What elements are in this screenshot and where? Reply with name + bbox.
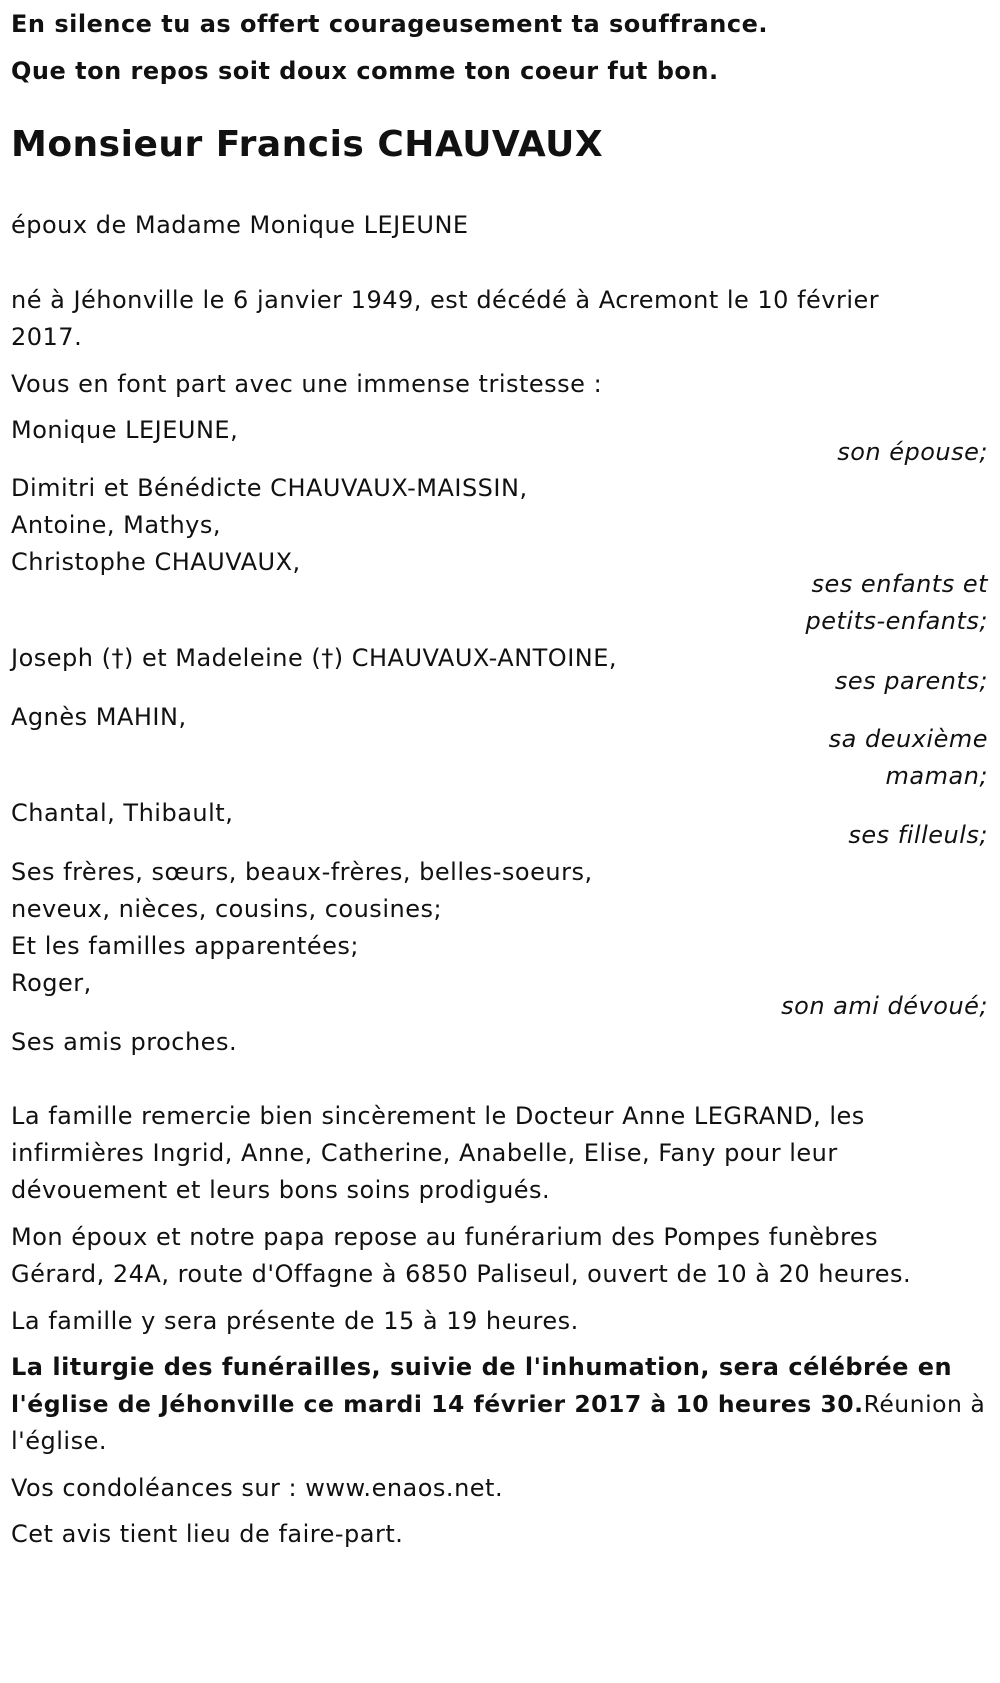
thanks-line-2: infirmières Ingrid, Anne, Catherine, Anabelle, Elise, Fany pour leur (11, 1139, 838, 1167)
mourner-family-2: neveux, nièces, cousins, cousines; (11, 895, 443, 923)
presence-line: La famille y sera présente de 15 à 19 heures. (11, 1307, 579, 1335)
dates-line-1: né à Jéhonville le 6 janvier 1949, est décédé à Acremont le 10 février (11, 286, 880, 314)
mourner-roger: Roger, (11, 969, 92, 997)
epigraph-line-2: Que ton repos soit doux comme ton coeur fut bon. (11, 57, 719, 85)
spouse-line: époux de Madame Monique LEJEUNE (11, 211, 469, 239)
mourner-agnes: Agnès MAHIN, (11, 703, 187, 731)
mourner-children-2: Antoine, Mathys, (11, 511, 221, 539)
mourner-parents: Joseph (†) et Madeleine (†) CHAUVAUX-ANTOINE, (11, 644, 618, 672)
mourner-children-3: Christophe CHAUVAUX, (11, 548, 301, 576)
mourner-monique: Monique LEJEUNE, (11, 416, 239, 444)
mourner-friends: Ses amis proches. (11, 1028, 238, 1056)
relation-children-1: ses enfants et (811, 570, 988, 598)
mourner-family-3: Et les familles apparentées; (11, 932, 359, 960)
relation-agnes-1: sa deuxième (828, 725, 988, 753)
funerarium-line-2: Gérard, 24A, route d'Offagne à 6850 Paliseul, ouvert de 10 à 20 heures. (11, 1260, 912, 1288)
liturgy-line-1: La liturgie des funérailles, suivie de l'inhumation, sera célébrée en (11, 1353, 953, 1381)
liturgy-bold-part: l'église de Jéhonville ce mardi 14 février 2017 à 10 heures 30. (11, 1390, 864, 1418)
thanks-line-3: dévouement et leurs bons soins prodigués. (11, 1176, 551, 1204)
relation-agnes-2: maman; (885, 762, 988, 790)
mourner-children-1: Dimitri et Bénédicte CHAUVAUX-MAISSIN, (11, 474, 528, 502)
thanks-line-1: La famille remercie bien sincèrement le Docteur Anne LEGRAND, les (11, 1102, 865, 1130)
relation-children-2: petits-enfants; (805, 607, 988, 635)
announcement: Vous en font part avec une immense tristesse : (11, 370, 603, 398)
mourner-godchildren: Chantal, Thibault, (11, 799, 234, 827)
mourner-family-1: Ses frères, sœurs, beaux-frères, belles-soeurs, (11, 858, 593, 886)
liturgy-plain-part: Réunion à (863, 1390, 986, 1418)
funerarium-line-1: Mon époux et notre papa repose au funérarium des Pompes funèbres (11, 1223, 879, 1251)
relation-spouse: son épouse; (837, 438, 988, 466)
deceased-name: Monsieur Francis CHAUVAUX (11, 124, 604, 165)
liturgy-line-3: l'église. (11, 1427, 107, 1455)
relation-parents: ses parents; (834, 667, 988, 695)
dates-line-2: 2017. (11, 323, 83, 351)
relation-roger: son ami dévoué; (781, 992, 988, 1020)
relation-godchildren: ses filleuls; (848, 821, 988, 849)
liturgy-line-2 (11, 1389, 985, 1419)
epigraph-line-1: En silence tu as offert courageusement ta souffrance. (11, 10, 768, 38)
closing-line: Cet avis tient lieu de faire-part. (11, 1520, 404, 1548)
condolences-line: Vos condoléances sur : www.enaos.net. (11, 1474, 504, 1502)
